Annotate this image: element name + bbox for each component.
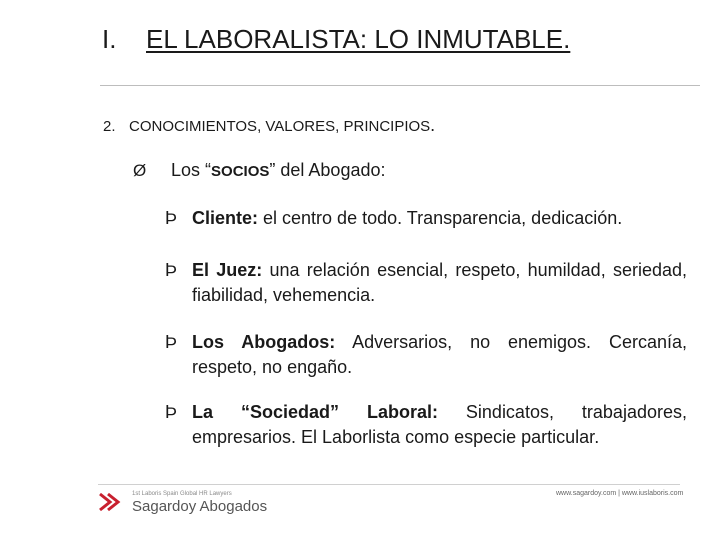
arrow-bullet-icon: Ø (133, 161, 147, 180)
item-label: El Juez: (192, 260, 263, 280)
footer-brand: Sagardoy Abogados (132, 498, 268, 515)
list-item-body (192, 330, 687, 380)
implies-bullet-icon: Þ (165, 402, 178, 422)
section-title: CONOCIMIENTOS, VALORES, PRINCIPIOS (129, 118, 431, 135)
implies-bullet-icon: Þ (165, 208, 178, 228)
list-item-body (192, 258, 687, 308)
item-text: una relación esencial, respeto, humildad, seriedad, fiabilidad, vehemencia. (192, 260, 687, 305)
list-item-sociedad (165, 400, 687, 450)
list-item-body (192, 206, 687, 231)
bullet-level1 (133, 160, 386, 181)
footer-divider (98, 484, 680, 485)
heading-divider (100, 85, 700, 86)
logo-mark (100, 494, 118, 510)
footer-urls: www.sagardoy.com | www.iuslaboris.com (556, 490, 684, 497)
level1-bold: SOCIOS (211, 163, 270, 180)
item-label: La “Sociedad” Laboral: (192, 402, 438, 422)
item-text: Sindicatos, trabajadores, empresarios. El Laborlista como especie particular. (192, 402, 687, 447)
level1-suffix: ” del Abogado: (269, 160, 386, 180)
heading-number: I. (102, 24, 117, 54)
list-item-cliente (165, 206, 687, 231)
section-heading (103, 115, 435, 136)
item-label: Los Abogados: (192, 332, 336, 352)
list-item-abogados (165, 330, 687, 380)
slide-heading (102, 24, 570, 55)
list-item-juez (165, 258, 687, 308)
level1-prefix: Los “ (171, 160, 212, 180)
section-number: 2. (103, 118, 116, 135)
item-text: el centro de todo. Transparencia, dedicación. (258, 208, 623, 228)
heading-title: EL LABORALISTA: LO INMUTABLE. (146, 24, 571, 54)
footer-tagline: 1st Laboris Spain Global HR Lawyers (132, 491, 232, 497)
list-item-body (192, 400, 687, 450)
section-title-end: . (430, 115, 436, 135)
implies-bullet-icon: Þ (165, 260, 178, 280)
sagardoy-logo-icon (98, 492, 122, 512)
item-label: Cliente: (192, 208, 259, 228)
item-text: Adversarios, no enemigos. Cercanía, respeto, no engaño. (192, 332, 688, 377)
implies-bullet-icon: Þ (165, 332, 178, 352)
